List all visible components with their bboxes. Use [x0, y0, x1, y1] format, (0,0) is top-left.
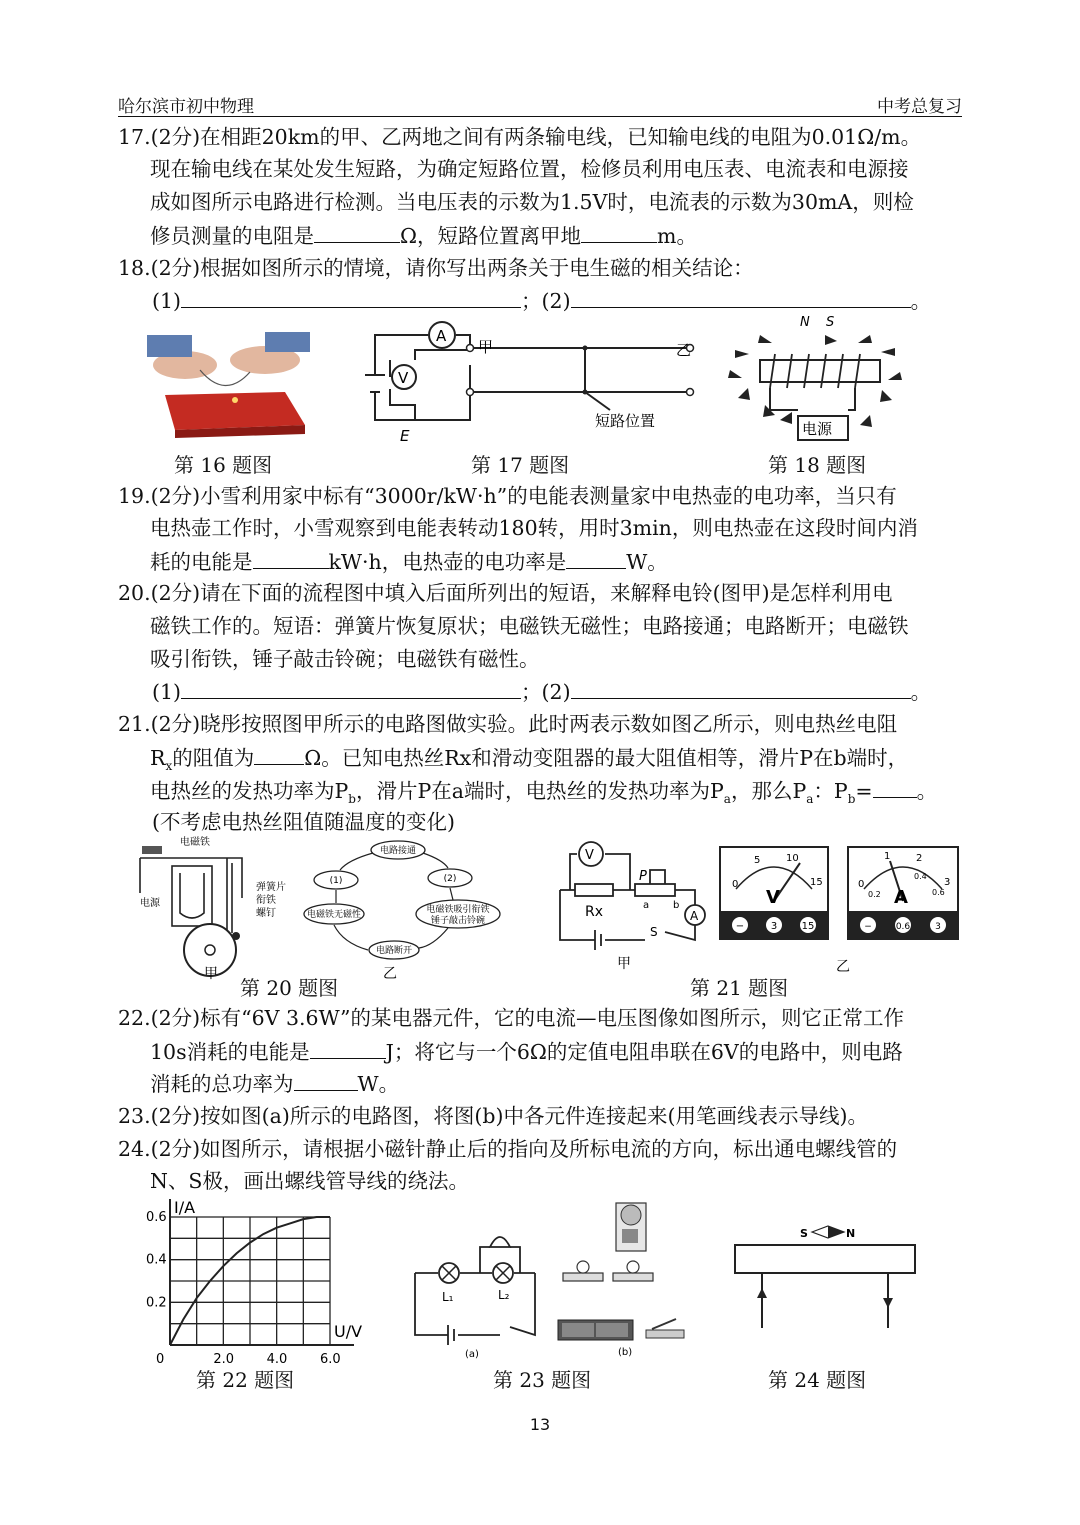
figure-21-circuit [555, 840, 715, 975]
svg-text:0.6: 0.6 [932, 888, 945, 897]
answer-blank[interactable] [571, 287, 911, 308]
answer-blank[interactable] [314, 222, 400, 243]
figure-24-solenoid [730, 1210, 920, 1335]
ammeter-dial-label: A [894, 887, 908, 908]
q22-line2: 10s消耗的电能是 J；将它与一个6Ω的定值电阻串联在6V的电路中，则电路 [150, 1040, 903, 1064]
label-yi: 乙 [836, 959, 850, 975]
lamp-l2-label: L₂ [498, 1288, 510, 1302]
q18-line1: 18.(2分)根据如图所示的情境，请你写出两条关于电生磁的相关结论： [118, 256, 754, 280]
flow-blank-1: (1) [329, 876, 343, 886]
q24-line1: 24.(2分)如图所示，请根据小磁针静止后的指向及所标电流的方向，标出通电螺线管的 [118, 1137, 898, 1161]
figure-23a-circuit [410, 1225, 545, 1360]
answer-blank[interactable] [181, 287, 521, 308]
q21-line4: (不考虑电热丝阻值随温度的变化) [152, 810, 455, 834]
x-tick-label: 6.0 [320, 1352, 341, 1367]
y-tick-label: 0.2 [146, 1295, 167, 1311]
bell-armature-label: 衔铁 [256, 895, 276, 906]
answer-blank[interactable] [254, 744, 304, 765]
fig21-voltmeter-label: V [585, 848, 594, 863]
bell-screw-label: 螺钉 [256, 908, 276, 919]
fig21-rx-label: Rx [585, 904, 604, 920]
figure-17-circuit [360, 320, 700, 445]
q20-line3: 吸引衔铁，锤子敲击铃碗；电磁铁有磁性。 [150, 647, 540, 671]
fig21-a-label: a [643, 900, 650, 911]
q22-line1: 22.(2分)标有“6V 3.6W”的某电器元件，它的电流—电压图像如图所示，则它正常工作 [118, 1006, 905, 1030]
answer-blank[interactable] [253, 548, 329, 569]
fig23-a-label: (a) [465, 1349, 479, 1360]
label-jia: 甲 [204, 966, 218, 982]
svg-text:15: 15 [810, 877, 823, 888]
x-tick-label: 2.0 [213, 1352, 235, 1367]
label-jia: 甲 [617, 956, 631, 972]
caption-fig23: 第 23 题图 [493, 1368, 592, 1392]
pole-s: S [826, 315, 835, 330]
q17-line1: 17.(2分)在相距20km的甲、乙两地之间有两条输电线，已知输电线的电阻为0.01Ω/m。 [118, 125, 922, 149]
svg-text:0: 0 [732, 879, 739, 890]
flow-nomag: 电磁铁无磁性 [306, 910, 362, 920]
figure-20-flowchart [298, 838, 503, 983]
label-yi: 乙 [383, 966, 397, 982]
caption-fig20: 第 20 题图 [240, 976, 339, 1000]
flow-attract-1: 电磁铁吸引衔铁 [426, 905, 490, 915]
flow-attract-2: 锤子敲击铃碗 [430, 916, 486, 926]
svg-text:5: 5 [754, 855, 761, 866]
label-jia: 甲 [478, 338, 494, 356]
q22-line3: 消耗的总功率为 W。 [150, 1072, 400, 1096]
flow-on: 电路接通 [379, 846, 417, 856]
fig21-s-label: S [650, 925, 658, 939]
header-right: 中考总复习 [877, 97, 962, 117]
q17-line2: 现在输电线在某处发生短路，为确定短路位置，检修员利用电压表、电流表和电源接 [150, 157, 909, 181]
figure-16-photo [145, 330, 310, 440]
caption-fig22: 第 22 题图 [196, 1368, 295, 1392]
caption-fig16: 第 16 题图 [174, 453, 273, 477]
short-position-label: 短路位置 [595, 412, 656, 430]
answer-blank[interactable] [873, 777, 917, 798]
answer-blank[interactable] [571, 678, 911, 699]
q20-line1: 20.(2分)请在下面的流程图中填入后面所列出的短语，来解释电铃(图甲)是怎样利用电 [118, 581, 893, 605]
needle-s-label: S [800, 1227, 808, 1240]
bell-magnet-label: 电磁铁 [180, 837, 210, 848]
q23-line1: 23.(2分)按如图(a)所示的电路图，将图(b)中各元件连接起来(用笔画线表示导线)。 [118, 1104, 868, 1128]
svg-text:−: − [864, 922, 872, 932]
y-tick-label: 0.4 [146, 1252, 167, 1268]
label-yi: 乙 [676, 341, 692, 359]
y-axis-label: I/A [174, 1198, 196, 1217]
svg-text:3: 3 [770, 921, 778, 932]
q21-line3: 电热丝的发热功率为$P_b$，滑片P在a端时，电热丝的发热功率为$P_a$，那么$P_a$：$P_b=$ 。 [150, 779, 938, 807]
svg-text:3: 3 [944, 877, 951, 888]
caption-fig21: 第 21 题图 [690, 976, 789, 1000]
q24-line2: N、S极，画出螺线管导线的绕法。 [150, 1169, 469, 1193]
answer-blank[interactable] [181, 678, 521, 699]
answer-blank[interactable] [581, 222, 657, 243]
flow-off: 电路断开 [375, 946, 413, 956]
q20-line2: 磁铁工作的。短语：弹簧片恢复原状；电磁铁无磁性；电路接通；电路断开；电磁铁 [150, 614, 909, 638]
figure-21-meters [718, 845, 963, 975]
svg-text:0.2: 0.2 [868, 890, 881, 899]
q21-line1: 21.(2分)晓彤按照图甲所示的电路图做实验。此时两表示数如图乙所示，则电热丝电阻 [118, 712, 898, 736]
voltmeter-dial-label: V [766, 887, 780, 908]
fig21-b-label: b [673, 900, 680, 911]
svg-text:0.4: 0.4 [914, 872, 927, 881]
figure-18-solenoid [720, 310, 920, 445]
caption-fig24: 第 24 题图 [768, 1368, 867, 1392]
q17-line4: 修员测量的电阻是 Ω，短路位置离甲地 m。 [150, 224, 697, 248]
header-left: 哈尔滨市初中物理 [118, 97, 254, 117]
figure-23b-components [548, 1195, 698, 1360]
fig21-p-label: P [639, 869, 647, 884]
svg-text:2: 2 [916, 853, 923, 864]
answer-blank[interactable] [566, 548, 626, 569]
svg-text:1: 1 [884, 851, 891, 862]
bell-source-label: 电源 [140, 898, 160, 909]
svg-text:0.6: 0.6 [895, 922, 911, 932]
x-tick-label: 4.0 [266, 1352, 288, 1367]
q19-line2: 电热壶工作时，小雪观察到电能表转动180转，用时3min，则电热壶在这段时间内消 [150, 516, 918, 540]
q19-line1: 19.(2分)小雪利用家中标有“3000r/kW·h”的电能表测量家中电热壶的电功率，当只有 [118, 484, 897, 508]
flow-blank-2: (2) [443, 874, 457, 884]
caption-fig18: 第 18 题图 [768, 453, 867, 477]
svg-text:−: − [735, 921, 745, 932]
page-header [118, 88, 962, 117]
needle-n-label: N [846, 1227, 856, 1240]
voltmeter-label: V [398, 369, 409, 387]
svg-text:3: 3 [935, 922, 941, 932]
answer-blank[interactable] [310, 1038, 386, 1059]
answer-blank[interactable] [294, 1070, 358, 1091]
x-axis-label: U/V [334, 1322, 363, 1341]
bell-spring-label: 弹簧片 [256, 882, 286, 893]
y-tick-label: 0.6 [146, 1210, 167, 1225]
caption-fig17: 第 17 题图 [471, 453, 570, 477]
lamp-l1-label: L₁ [442, 1290, 454, 1304]
svg-text:10: 10 [786, 853, 799, 864]
q20-answers: (1) ；(2) 。 [152, 680, 932, 704]
source-label: E [400, 427, 410, 445]
ammeter-label: A [436, 327, 447, 345]
fig23-b-label: (b) [618, 1347, 633, 1358]
figure-20-bell [132, 838, 302, 983]
page-number: 13 [529, 1415, 551, 1434]
pole-n: N [800, 315, 810, 330]
q17-line3: 成如图所示电路进行检测。当电压表的示数为1.5V时，电流表的示数为30mA，则检 [150, 190, 914, 214]
q19-line3: 耗的电能是 kW·h，电热壶的电功率是 W。 [150, 550, 668, 574]
svg-text:0: 0 [858, 879, 865, 890]
power-label: 电源 [802, 420, 833, 438]
fig21-ammeter-label: A [690, 909, 699, 923]
svg-text:15: 15 [801, 921, 815, 932]
x-tick-label: 0 [156, 1352, 165, 1367]
figure-22-chart [140, 1195, 380, 1365]
q21-line2: $R_x$的阻值为 Ω。已知电热丝Rx和滑动变阻器的最大阻值相等，滑片P在b端时， [150, 746, 909, 774]
q18-answers: (1) ；(2) 。 [152, 289, 932, 313]
